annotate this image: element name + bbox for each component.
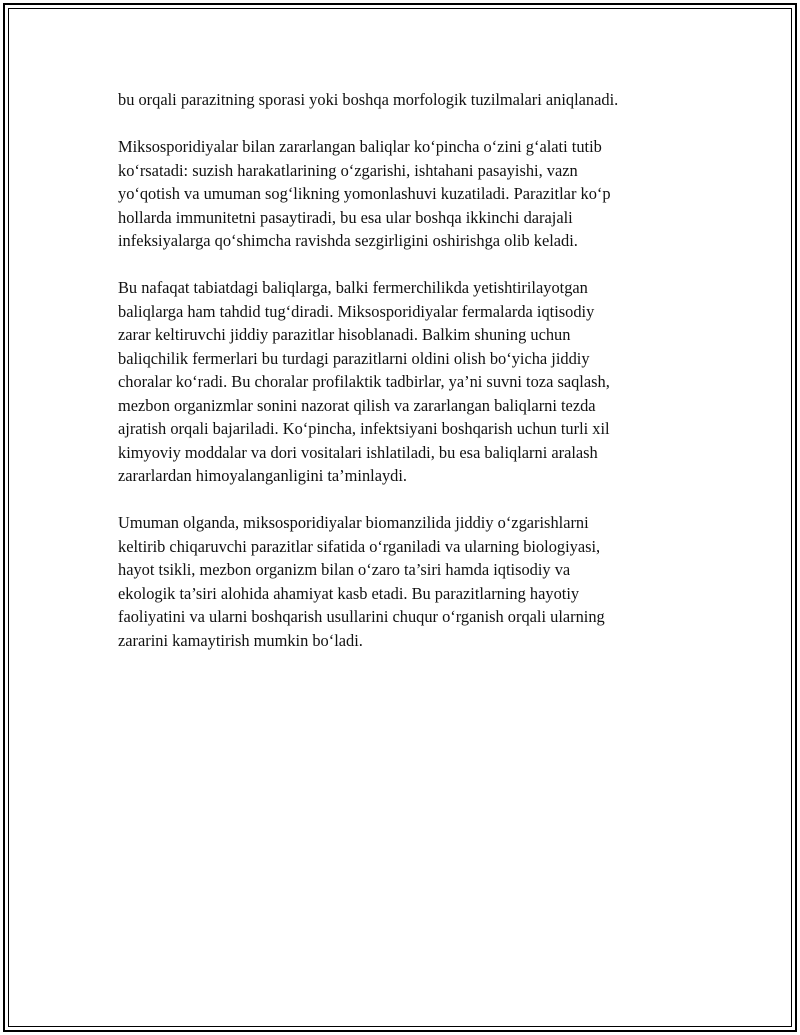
text-line: ekologik ta’siri alohida ahamiyat kasb etadi. Bu parazitlarning hayotiy [118, 583, 580, 603]
text-line: hollarda immunitetni pasaytiradi, bu esa ular boshqa ikkinchi darajali [118, 207, 573, 227]
text-line: yo‘qotish va umuman sog‘likning yomonlashuvi kuzatiladi. Parazitlar ko‘p [118, 184, 611, 203]
text-line: baliqchilik fermerlari bu turdagi parazitlarni oldini olish bo‘yicha jiddiy [118, 348, 590, 368]
text-line: bu orqali parazitning sporasi yoki boshqa morfologik tuzilmalari aniqlanadi. [118, 90, 619, 109]
text-line: ajratish orqali bajariladi. Ko‘pincha, infektsiyani boshqarish uchun turli xil [118, 419, 610, 438]
text-line: zararini kamaytirish mumkin bo‘ladi. [118, 630, 363, 650]
paragraph-3 [118, 276, 698, 488]
text-line: ko‘rsatadi: suzish harakatlarining o‘zgarishi, ishtahani pasayishi, vazn [118, 160, 578, 180]
document-body [118, 88, 698, 676]
text-line: choralar ko‘radi. Bu choralar profilaktik tadbirlar, ya’ni suvni toza saqlash, [118, 372, 610, 391]
text-line: faoliyatini va ularni boshqarish usullarini chuqur o‘rganish orqali ularning [118, 607, 605, 626]
paragraph-2 [118, 135, 698, 253]
text-line: keltirib chiqaruvchi parazitlar sifatida o‘rganiladi va ularning biologiyasi, [118, 536, 601, 556]
text-line: infeksiyalarga qo‘shimcha ravishda sezgirligini oshirishga olib keladi. [118, 231, 578, 250]
text-line: Miksosporidiyalar bilan zararlangan baliqlar ko‘pincha o‘zini g‘alati tutib [118, 137, 602, 156]
paragraph-1 [118, 88, 698, 112]
paragraph-4 [118, 511, 698, 652]
text-line: baliqlarga ham tahdid tug‘diradi. Miksosporidiyalar fermalarda iqtisodiy [118, 301, 595, 321]
text-line: zarar keltiruvchi jiddiy parazitlar hisoblanadi. Balkim shuning uchun [118, 325, 571, 344]
text-line: Bu nafaqat tabiatdagi baliqlarga, balki fermerchilikda yetishtirilayotgan [118, 278, 588, 297]
text-line: kimyoviy moddalar va dori vositalari ishlatiladi, bu esa baliqlarni aralash [118, 442, 598, 462]
text-line: zararlardan himoyalanganligini ta’minlaydi. [118, 466, 408, 485]
text-line: mezbon organizmlar sonini nazorat qilish va zararlangan baliqlarni tezda [118, 395, 596, 415]
text-line: Umuman olganda, miksosporidiyalar biomanzilida jiddiy o‘zgarishlarni [118, 513, 589, 532]
text-line: hayot tsikli, mezbon organizm bilan o‘zaro ta’siri hamda iqtisodiy va [118, 560, 571, 579]
